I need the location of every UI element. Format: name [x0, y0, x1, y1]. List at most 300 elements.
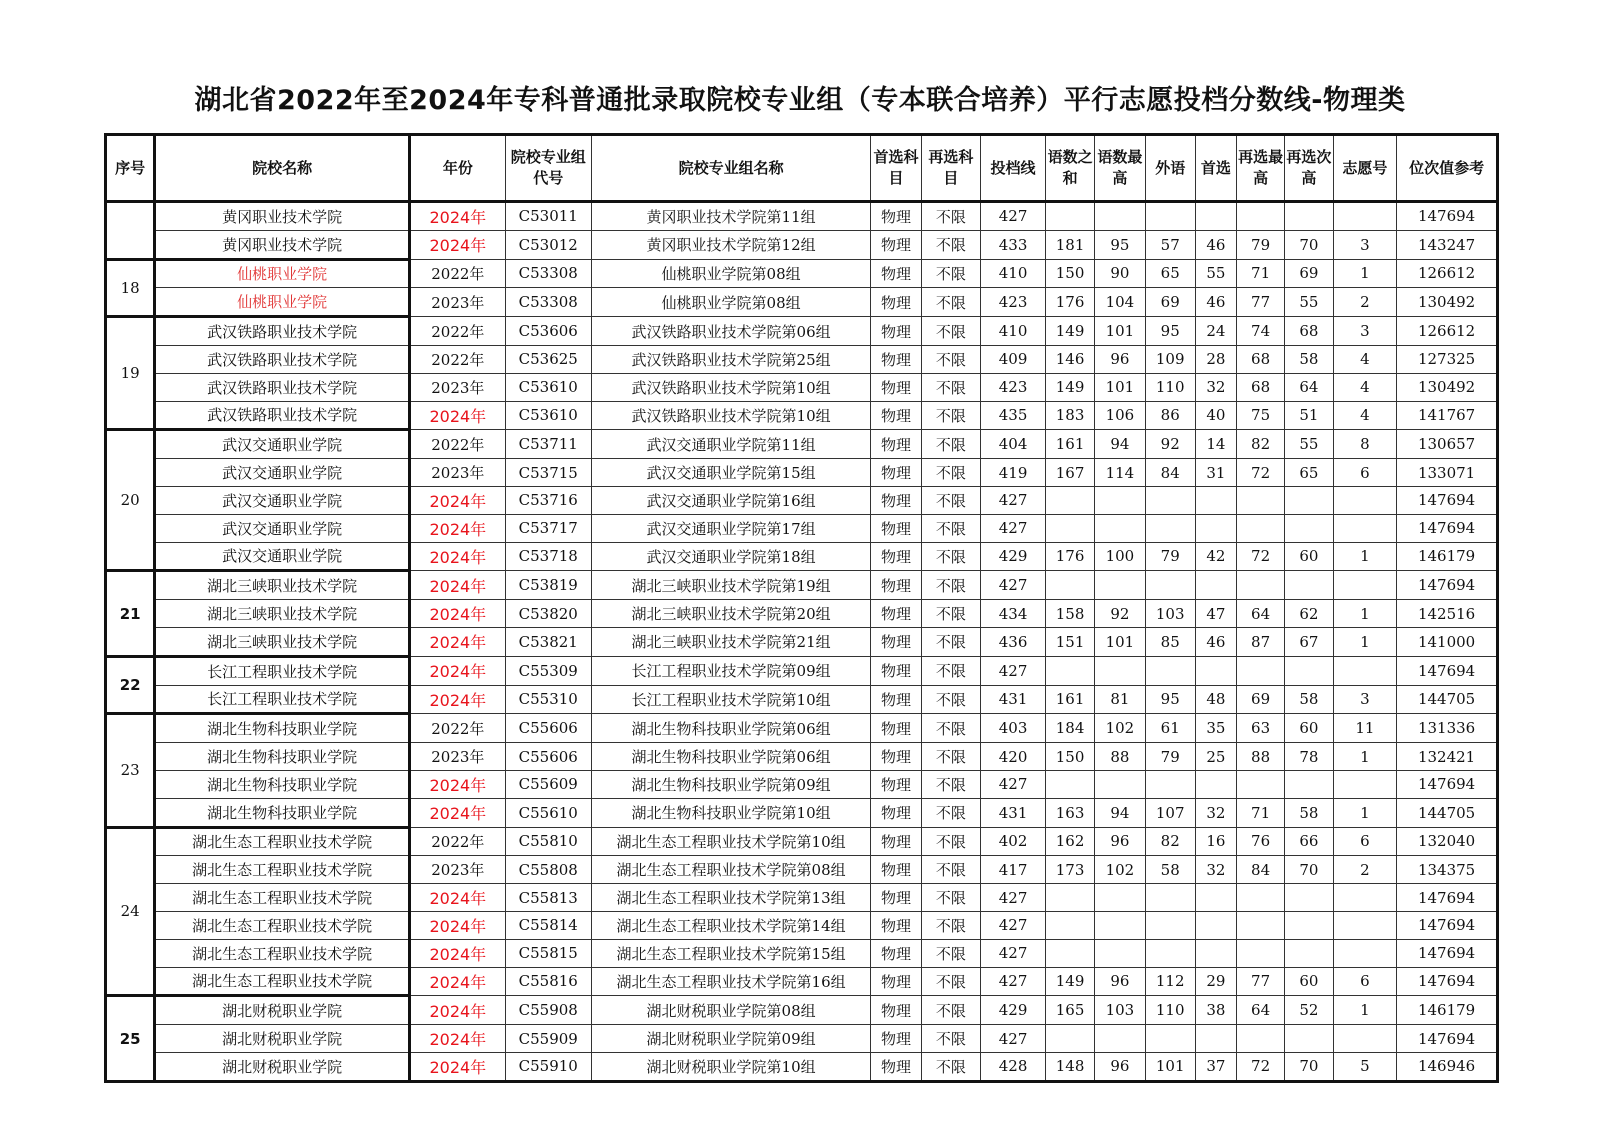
school-cell: 武汉交通职业学院: [155, 459, 410, 487]
group-code-cell: C53819: [505, 571, 591, 600]
second-next-cell: 60: [1285, 967, 1333, 996]
table-row: [106, 714, 1498, 743]
first-choice-cell: 48: [1195, 685, 1236, 714]
year-cell: 2024年: [410, 514, 506, 542]
cutoff-score-cell: 427: [981, 202, 1046, 231]
chinese-math-sum-cell: 161: [1045, 430, 1094, 459]
chinese-math-sum-cell: [1045, 770, 1094, 798]
group-name-cell: 武汉交通职业学院第16组: [591, 486, 870, 514]
table-row: [106, 685, 1498, 714]
second-max-cell: 72: [1236, 1052, 1284, 1081]
school-cell: 武汉铁路职业技术学院: [155, 373, 410, 401]
group-name-cell: 湖北生态工程职业技术学院第14组: [591, 911, 870, 939]
first-subject-cell: 物理: [871, 202, 921, 231]
header-chinese-math-sum: 语数之和: [1045, 135, 1094, 202]
rank-cell: 147694: [1397, 967, 1498, 996]
foreign-language-cell: [1145, 571, 1195, 600]
second-subject-cell: 不限: [921, 911, 981, 939]
cutoff-score-cell: 423: [981, 373, 1046, 401]
first-choice-cell: 28: [1195, 345, 1236, 373]
foreign-language-cell: 79: [1145, 542, 1195, 571]
header-group-name: 院校专业组名称: [591, 135, 870, 202]
school-cell: 武汉铁路职业技术学院: [155, 401, 410, 430]
group-code-cell: C55815: [505, 939, 591, 967]
second-subject-cell: 不限: [921, 259, 981, 288]
second-subject-cell: 不限: [921, 514, 981, 542]
school-cell: 湖北财税职业学院: [155, 1025, 410, 1053]
first-choice-cell: 25: [1195, 743, 1236, 771]
second-subject-cell: 不限: [921, 486, 981, 514]
second-next-cell: [1285, 911, 1333, 939]
cutoff-score-cell: 429: [981, 542, 1046, 571]
second-subject-cell: 不限: [921, 288, 981, 317]
cutoff-score-cell: 427: [981, 884, 1046, 912]
group-code-cell: C55909: [505, 1025, 591, 1053]
foreign-language-cell: [1145, 939, 1195, 967]
group-code-cell: C53717: [505, 514, 591, 542]
year-cell: 2024年: [410, 798, 506, 827]
second-subject-cell: 不限: [921, 884, 981, 912]
second-subject-cell: 不限: [921, 1025, 981, 1053]
group-code-cell: C53606: [505, 317, 591, 346]
chinese-math-sum-cell: 181: [1045, 230, 1094, 259]
year-cell: 2024年: [410, 401, 506, 430]
second-subject-cell: 不限: [921, 996, 981, 1025]
chinese-math-max-cell: 103: [1095, 996, 1145, 1025]
second-next-cell: 64: [1285, 373, 1333, 401]
second-subject-cell: 不限: [921, 430, 981, 459]
first-subject-cell: 物理: [871, 1052, 921, 1081]
cutoff-score-cell: 410: [981, 317, 1046, 346]
school-cell: 黄冈职业技术学院: [155, 202, 410, 231]
chinese-math-max-cell: 94: [1095, 430, 1145, 459]
group-name-cell: 湖北三峡职业技术学院第20组: [591, 600, 870, 628]
year-cell: 2024年: [410, 656, 506, 685]
year-cell: 2024年: [410, 542, 506, 571]
second-next-cell: [1285, 202, 1333, 231]
table-row: [106, 627, 1498, 656]
second-max-cell: 72: [1236, 542, 1284, 571]
school-cell: 湖北三峡职业技术学院: [155, 600, 410, 628]
chinese-math-sum-cell: [1045, 884, 1094, 912]
first-choice-cell: [1195, 1025, 1236, 1053]
chinese-math-max-cell: 102: [1095, 714, 1145, 743]
chinese-math-sum-cell: 150: [1045, 743, 1094, 771]
wish-number-cell: [1333, 486, 1397, 514]
school-cell: 武汉铁路职业技术学院: [155, 345, 410, 373]
rank-cell: 141000: [1397, 627, 1498, 656]
header-year: 年份: [410, 135, 506, 202]
foreign-language-cell: 110: [1145, 373, 1195, 401]
table-row: [106, 542, 1498, 571]
foreign-language-cell: [1145, 202, 1195, 231]
second-next-cell: 67: [1285, 627, 1333, 656]
first-choice-cell: 29: [1195, 967, 1236, 996]
group-code-cell: C55810: [505, 827, 591, 856]
year-cell: 2024年: [410, 685, 506, 714]
wish-number-cell: 2: [1333, 288, 1397, 317]
group-code-cell: C53820: [505, 600, 591, 628]
group-code-cell: C55813: [505, 884, 591, 912]
cutoff-score-cell: 427: [981, 967, 1046, 996]
first-choice-cell: [1195, 202, 1236, 231]
second-subject-cell: 不限: [921, 827, 981, 856]
year-cell: 2023年: [410, 856, 506, 884]
header-second-max: 再选最高: [1236, 135, 1284, 202]
year-cell: 2024年: [410, 202, 506, 231]
chinese-math-sum-cell: 149: [1045, 967, 1094, 996]
second-next-cell: [1285, 939, 1333, 967]
group-name-cell: 武汉铁路职业技术学院第25组: [591, 345, 870, 373]
cutoff-score-cell: 409: [981, 345, 1046, 373]
group-name-cell: 武汉交通职业学院第17组: [591, 514, 870, 542]
second-max-cell: 87: [1236, 627, 1284, 656]
chinese-math-max-cell: [1095, 1025, 1145, 1053]
second-subject-cell: 不限: [921, 345, 981, 373]
table-body: [106, 202, 1498, 1082]
school-cell: 湖北生态工程职业技术学院: [155, 827, 410, 856]
first-subject-cell: 物理: [871, 1025, 921, 1053]
seq-cell: 23: [106, 714, 155, 827]
second-next-cell: 55: [1285, 288, 1333, 317]
table-row: [106, 486, 1498, 514]
cutoff-score-cell: 429: [981, 996, 1046, 1025]
group-name-cell: 湖北生物科技职业学院第06组: [591, 714, 870, 743]
wish-number-cell: [1333, 911, 1397, 939]
rank-cell: 147694: [1397, 939, 1498, 967]
group-code-cell: C53308: [505, 259, 591, 288]
school-cell: 湖北生态工程职业技术学院: [155, 911, 410, 939]
school-cell: 湖北财税职业学院: [155, 996, 410, 1025]
second-next-cell: [1285, 884, 1333, 912]
second-next-cell: [1285, 770, 1333, 798]
chinese-math-sum-cell: 150: [1045, 259, 1094, 288]
second-max-cell: 71: [1236, 259, 1284, 288]
chinese-math-sum-cell: [1045, 939, 1094, 967]
second-max-cell: [1236, 911, 1284, 939]
year-cell: 2024年: [410, 1052, 506, 1081]
table-row: [106, 600, 1498, 628]
foreign-language-cell: 85: [1145, 627, 1195, 656]
school-cell: 武汉交通职业学院: [155, 430, 410, 459]
table-row: [106, 317, 1498, 346]
chinese-math-max-cell: [1095, 571, 1145, 600]
rank-cell: 146946: [1397, 1052, 1498, 1081]
seq-cell: 19: [106, 317, 155, 430]
first-subject-cell: 物理: [871, 856, 921, 884]
first-subject-cell: 物理: [871, 288, 921, 317]
seq-cell: 21: [106, 571, 155, 656]
second-next-cell: 58: [1285, 685, 1333, 714]
year-cell: 2024年: [410, 884, 506, 912]
school-cell: 湖北生态工程职业技术学院: [155, 939, 410, 967]
wish-number-cell: 3: [1333, 317, 1397, 346]
cutoff-score-cell: 427: [981, 1025, 1046, 1053]
first-choice-cell: 32: [1195, 373, 1236, 401]
second-subject-cell: 不限: [921, 714, 981, 743]
foreign-language-cell: [1145, 514, 1195, 542]
school-cell: 仙桃职业学院: [155, 259, 410, 288]
second-next-cell: 66: [1285, 827, 1333, 856]
second-max-cell: [1236, 514, 1284, 542]
second-max-cell: 74: [1236, 317, 1284, 346]
chinese-math-max-cell: 96: [1095, 345, 1145, 373]
second-max-cell: 77: [1236, 288, 1284, 317]
table-row: [106, 288, 1498, 317]
group-code-cell: C53610: [505, 401, 591, 430]
cutoff-score-cell: 404: [981, 430, 1046, 459]
group-code-cell: C53011: [505, 202, 591, 231]
foreign-language-cell: [1145, 656, 1195, 685]
second-next-cell: 68: [1285, 317, 1333, 346]
school-cell: 黄冈职业技术学院: [155, 230, 410, 259]
second-next-cell: [1285, 571, 1333, 600]
group-name-cell: 湖北三峡职业技术学院第19组: [591, 571, 870, 600]
wish-number-cell: 8: [1333, 430, 1397, 459]
second-next-cell: [1285, 656, 1333, 685]
rank-cell: 147694: [1397, 911, 1498, 939]
chinese-math-max-cell: [1095, 486, 1145, 514]
wish-number-cell: 1: [1333, 627, 1397, 656]
table-row: [106, 743, 1498, 771]
second-subject-cell: 不限: [921, 230, 981, 259]
table-row: [106, 345, 1498, 373]
second-subject-cell: 不限: [921, 401, 981, 430]
first-choice-cell: 16: [1195, 827, 1236, 856]
group-code-cell: C53308: [505, 288, 591, 317]
first-subject-cell: 物理: [871, 685, 921, 714]
second-max-cell: [1236, 656, 1284, 685]
school-cell: 武汉交通职业学院: [155, 486, 410, 514]
cutoff-score-cell: 435: [981, 401, 1046, 430]
first-subject-cell: 物理: [871, 884, 921, 912]
wish-number-cell: 1: [1333, 743, 1397, 771]
second-next-cell: 78: [1285, 743, 1333, 771]
foreign-language-cell: 109: [1145, 345, 1195, 373]
foreign-language-cell: 86: [1145, 401, 1195, 430]
first-subject-cell: 物理: [871, 345, 921, 373]
group-name-cell: 武汉交通职业学院第15组: [591, 459, 870, 487]
header-seq: 序号: [106, 135, 155, 202]
foreign-language-cell: [1145, 1025, 1195, 1053]
chinese-math-sum-cell: 149: [1045, 317, 1094, 346]
table-row: [106, 1025, 1498, 1053]
seq-cell: 24: [106, 827, 155, 996]
rank-cell: 144705: [1397, 798, 1498, 827]
second-next-cell: 69: [1285, 259, 1333, 288]
wish-number-cell: [1333, 656, 1397, 685]
second-next-cell: 62: [1285, 600, 1333, 628]
chinese-math-sum-cell: 151: [1045, 627, 1094, 656]
chinese-math-max-cell: 101: [1095, 317, 1145, 346]
wish-number-cell: 5: [1333, 1052, 1397, 1081]
first-choice-cell: 14: [1195, 430, 1236, 459]
seq-cell: 22: [106, 656, 155, 714]
group-code-cell: C53716: [505, 486, 591, 514]
year-cell: 2022年: [410, 714, 506, 743]
first-choice-cell: 42: [1195, 542, 1236, 571]
chinese-math-max-cell: [1095, 202, 1145, 231]
second-max-cell: 64: [1236, 600, 1284, 628]
second-subject-cell: 不限: [921, 542, 981, 571]
header-foreign-language: 外语: [1145, 135, 1195, 202]
first-choice-cell: 31: [1195, 459, 1236, 487]
header-rank-reference: 位次值参考: [1397, 135, 1498, 202]
group-name-cell: 湖北财税职业学院第09组: [591, 1025, 870, 1053]
group-code-cell: C55814: [505, 911, 591, 939]
group-name-cell: 武汉交通职业学院第11组: [591, 430, 870, 459]
first-subject-cell: 物理: [871, 656, 921, 685]
group-name-cell: 湖北生态工程职业技术学院第16组: [591, 967, 870, 996]
first-choice-cell: [1195, 911, 1236, 939]
chinese-math-max-cell: 94: [1095, 798, 1145, 827]
group-name-cell: 长江工程职业技术学院第10组: [591, 685, 870, 714]
table-row: [106, 656, 1498, 685]
second-next-cell: 58: [1285, 798, 1333, 827]
chinese-math-max-cell: 102: [1095, 856, 1145, 884]
year-cell: 2022年: [410, 827, 506, 856]
chinese-math-max-cell: 96: [1095, 827, 1145, 856]
second-max-cell: 77: [1236, 967, 1284, 996]
first-choice-cell: 32: [1195, 856, 1236, 884]
chinese-math-sum-cell: [1045, 202, 1094, 231]
cutoff-score-cell: 427: [981, 486, 1046, 514]
wish-number-cell: 4: [1333, 373, 1397, 401]
first-choice-cell: [1195, 514, 1236, 542]
year-cell: 2022年: [410, 259, 506, 288]
chinese-math-sum-cell: 161: [1045, 685, 1094, 714]
chinese-math-max-cell: [1095, 884, 1145, 912]
first-subject-cell: 物理: [871, 827, 921, 856]
first-subject-cell: 物理: [871, 939, 921, 967]
rank-cell: 130657: [1397, 430, 1498, 459]
year-cell: 2024年: [410, 770, 506, 798]
cutoff-score-cell: 402: [981, 827, 1046, 856]
group-name-cell: 武汉铁路职业技术学院第10组: [591, 373, 870, 401]
group-code-cell: C53711: [505, 430, 591, 459]
first-subject-cell: 物理: [871, 486, 921, 514]
school-cell: 湖北生态工程职业技术学院: [155, 884, 410, 912]
second-subject-cell: 不限: [921, 656, 981, 685]
group-name-cell: 湖北生态工程职业技术学院第15组: [591, 939, 870, 967]
chinese-math-sum-cell: [1045, 514, 1094, 542]
foreign-language-cell: [1145, 911, 1195, 939]
first-choice-cell: [1195, 939, 1236, 967]
second-subject-cell: 不限: [921, 743, 981, 771]
second-max-cell: 72: [1236, 459, 1284, 487]
second-subject-cell: 不限: [921, 770, 981, 798]
cutoff-score-cell: 410: [981, 259, 1046, 288]
second-subject-cell: 不限: [921, 571, 981, 600]
second-subject-cell: 不限: [921, 459, 981, 487]
first-subject-cell: 物理: [871, 230, 921, 259]
table-row: [106, 798, 1498, 827]
rank-cell: 134375: [1397, 856, 1498, 884]
wish-number-cell: 1: [1333, 600, 1397, 628]
first-choice-cell: 46: [1195, 230, 1236, 259]
seq-cell: 18: [106, 259, 155, 317]
rank-cell: 130492: [1397, 288, 1498, 317]
school-cell: 仙桃职业学院: [155, 288, 410, 317]
second-max-cell: [1236, 571, 1284, 600]
year-cell: 2024年: [410, 939, 506, 967]
second-next-cell: 58: [1285, 345, 1333, 373]
chinese-math-sum-cell: [1045, 486, 1094, 514]
group-code-cell: C55910: [505, 1052, 591, 1081]
school-cell: 长江工程职业技术学院: [155, 656, 410, 685]
second-next-cell: [1285, 514, 1333, 542]
first-subject-cell: 物理: [871, 571, 921, 600]
group-name-cell: 湖北生态工程职业技术学院第10组: [591, 827, 870, 856]
foreign-language-cell: 107: [1145, 798, 1195, 827]
first-choice-cell: [1195, 486, 1236, 514]
school-cell: 湖北三峡职业技术学院: [155, 571, 410, 600]
group-name-cell: 长江工程职业技术学院第09组: [591, 656, 870, 685]
foreign-language-cell: 84: [1145, 459, 1195, 487]
group-code-cell: C55606: [505, 714, 591, 743]
group-code-cell: C55310: [505, 685, 591, 714]
second-max-cell: 82: [1236, 430, 1284, 459]
chinese-math-max-cell: 95: [1095, 230, 1145, 259]
header-second-subject: 再选科目: [921, 135, 981, 202]
wish-number-cell: 4: [1333, 401, 1397, 430]
table-row: [106, 202, 1498, 231]
school-cell: 湖北生态工程职业技术学院: [155, 967, 410, 996]
chinese-math-sum-cell: 176: [1045, 542, 1094, 571]
table-row: [106, 514, 1498, 542]
rank-cell: 147694: [1397, 656, 1498, 685]
cutoff-score-cell: 427: [981, 571, 1046, 600]
cutoff-score-cell: 427: [981, 656, 1046, 685]
second-max-cell: [1236, 770, 1284, 798]
wish-number-cell: 3: [1333, 685, 1397, 714]
chinese-math-sum-cell: 163: [1045, 798, 1094, 827]
table-row: [106, 967, 1498, 996]
group-code-cell: C55908: [505, 996, 591, 1025]
second-max-cell: [1236, 1025, 1284, 1053]
foreign-language-cell: [1145, 486, 1195, 514]
first-choice-cell: [1195, 884, 1236, 912]
cutoff-score-cell: 419: [981, 459, 1046, 487]
chinese-math-max-cell: 96: [1095, 1052, 1145, 1081]
rank-cell: 126612: [1397, 317, 1498, 346]
second-next-cell: 70: [1285, 1052, 1333, 1081]
year-cell: 2023年: [410, 459, 506, 487]
admission-score-table: [104, 133, 1499, 1083]
foreign-language-cell: 101: [1145, 1052, 1195, 1081]
chinese-math-max-cell: 92: [1095, 600, 1145, 628]
seq-cell: 25: [106, 996, 155, 1081]
chinese-math-max-cell: [1095, 770, 1145, 798]
second-max-cell: 63: [1236, 714, 1284, 743]
chinese-math-max-cell: 96: [1095, 967, 1145, 996]
school-cell: 湖北生物科技职业学院: [155, 798, 410, 827]
first-subject-cell: 物理: [871, 373, 921, 401]
first-subject-cell: 物理: [871, 996, 921, 1025]
year-cell: 2023年: [410, 373, 506, 401]
rank-cell: 147694: [1397, 1025, 1498, 1053]
rank-cell: 147694: [1397, 571, 1498, 600]
cutoff-score-cell: 403: [981, 714, 1046, 743]
wish-number-cell: [1333, 884, 1397, 912]
cutoff-score-cell: 420: [981, 743, 1046, 771]
cutoff-score-cell: 434: [981, 600, 1046, 628]
chinese-math-max-cell: 90: [1095, 259, 1145, 288]
year-cell: 2024年: [410, 1025, 506, 1053]
seq-cell: [106, 202, 155, 260]
first-subject-cell: 物理: [871, 514, 921, 542]
second-next-cell: 51: [1285, 401, 1333, 430]
